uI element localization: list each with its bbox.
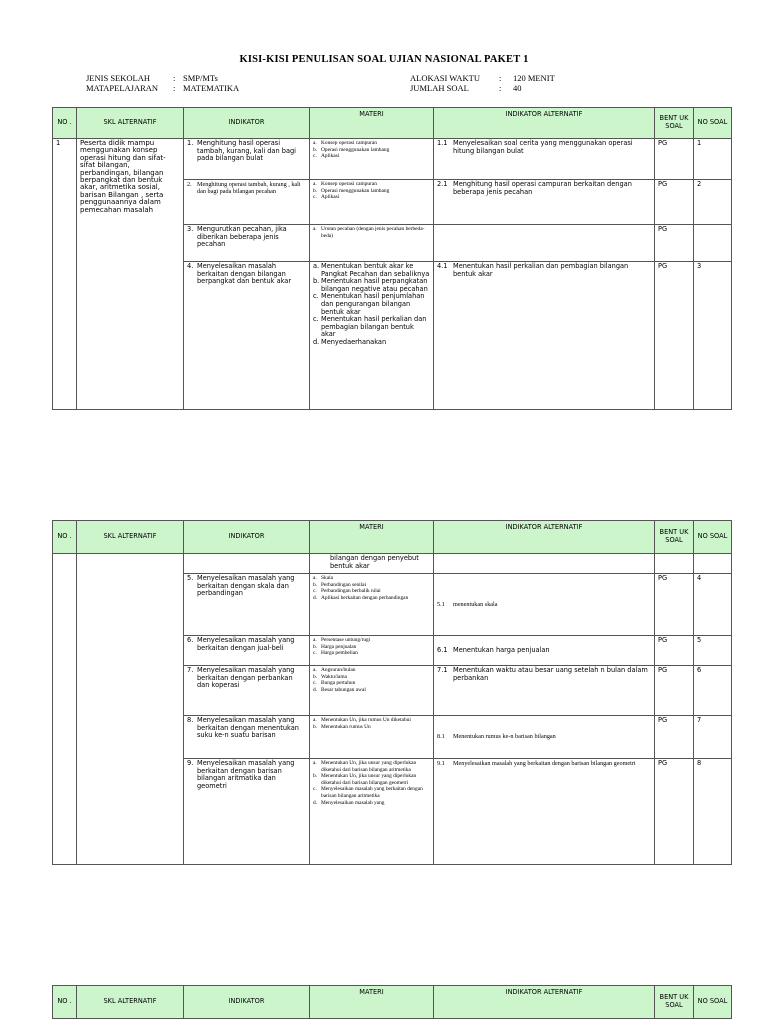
header-no: NO . <box>53 108 77 139</box>
indikator-text: Menghitung hasil operasi tambah, kurang, kali dan bagi pada bilangan bulat <box>197 139 296 163</box>
no-soal-cell: 4 <box>694 574 732 636</box>
header-indikator-alternatif: INDIKATOR ALTERNATIF <box>434 108 655 139</box>
skl-text <box>77 554 184 865</box>
materi-item: a. Menentukan Un, jika rumus Un diketahui <box>313 717 411 723</box>
indikator-cell: 3. Mengurutkan pecahan, jika diberikan beberapa jenis pecahan <box>184 225 310 262</box>
materi-item: b. Waktu/lama <box>313 673 347 680</box>
materi-continued: bilangan dengan penyebut bentuk akar <box>310 554 434 574</box>
materi-item: b. Menentukan Un, jika unsur yang diperlukan diketahui dari barisan bilangan geometri <box>313 773 417 786</box>
materi-item: b. Menentukan rumus Un <box>313 723 371 730</box>
materi-item: c. Bunga pertahun <box>313 680 356 687</box>
materi-item: d. Menyedaerhanakan <box>313 337 387 346</box>
materi-item: b. Operasi menggunakan lambang <box>313 146 390 153</box>
header-materi: MATERI <box>310 986 434 1019</box>
no-soal-cell <box>694 554 732 574</box>
materi-item: a. Persentase untung/rugi <box>313 637 371 643</box>
header-indikator: INDIKATOR <box>184 986 310 1019</box>
bentuk-soal-cell <box>655 554 694 574</box>
no-soal-cell: 6 <box>694 666 732 716</box>
header-bentuk-soal: BENT UK SOAL <box>655 521 694 554</box>
materi-item: d. Aplikasi berkaitan dengan perbandingan <box>313 594 409 601</box>
materi-cell <box>310 139 434 180</box>
indikator-cell: 6. Menyelesaikan masalah yang berkaitan dengan jual-beli <box>184 636 310 666</box>
indikator-alternatif-cell: 9.1 Menyelesaikan masalah yang berkaitan dengan barisan bilangan geometri <box>434 759 655 865</box>
bentuk-soal-cell: PG <box>655 139 694 180</box>
indikator-alternatif-cell <box>434 554 655 574</box>
bentuk-soal-cell: PG <box>655 666 694 716</box>
info-value: 120 MENIT <box>513 73 555 83</box>
indikator-cell: 7. Menyelesaikan masalah yang berkaitan dengan perbankan dan koperasi <box>184 666 310 716</box>
bentuk-soal-cell: PG <box>655 225 694 262</box>
kisi-table-2 <box>52 520 732 865</box>
header-indikator: INDIKATOR <box>184 108 310 139</box>
info-sep: : <box>173 83 176 93</box>
info-label: ALOKASI WAKTU <box>410 73 480 83</box>
indikator-alternatif-cell: 1.1 Menyelesaikan soal cerita yang menggunakan operasi hitung bilangan bulat <box>434 139 655 180</box>
header-no-soal: NO SOAL <box>694 986 732 1019</box>
header-skl: SKL ALTERNATIF <box>77 108 184 139</box>
materi-cell <box>310 716 434 759</box>
materi-cell <box>310 180 434 225</box>
indikator-num: 1. <box>187 139 194 147</box>
materi-item: a. Urutan pecahan (dengan jenis pecahan berbeda-beda) <box>313 226 425 239</box>
materi-item: c. Perbandingan berbalik nilai <box>313 588 381 595</box>
header-skl: SKL ALTERNATIF <box>77 986 184 1019</box>
info-value: 40 <box>513 83 522 93</box>
header-no-soal: NO SOAL <box>694 108 732 139</box>
info-label: JENIS SEKOLAH <box>86 73 150 83</box>
bentuk-soal-cell: PG <box>655 716 694 759</box>
header-indikator-alternatif: INDIKATOR ALTERNATIF <box>434 986 655 1019</box>
materi-item: b. Operasi menggunakan lambang <box>313 187 390 194</box>
header-no: NO . <box>53 986 77 1019</box>
info-value: SMP/MTs <box>183 73 218 83</box>
materi-cell <box>310 574 434 636</box>
indikator-cell: 9. Menyelesaikan masalah yang berkaitan dengan barisan bilangan aritmatika dan geometri <box>184 759 310 865</box>
indikator-cell: 5. Menyelesaikan masalah yang berkaitan dengan skala dan perbandingan <box>184 574 310 636</box>
materi-item: c. Menentukan hasil perkalian dan pembagian bilangan bentuk akar <box>313 315 427 339</box>
materi-item: b. Perbandingan senilai <box>313 581 367 588</box>
materi-item: a. Skala <box>313 575 333 581</box>
materi-item: a. Konsep operasi campuran <box>313 181 377 187</box>
kisi-table-3 <box>52 985 732 1019</box>
materi-item: a. Menentukan bentuk akar ke Pangkat Pecahan dan sebaliknya <box>313 262 430 278</box>
indikator-alternatif-cell: 2.1 Menghitung hasil operasi campuran berkaitan dengan beberapa jenis pecahan <box>434 180 655 225</box>
materi-item: c. Aplikasi <box>313 194 340 201</box>
skl-text: Peserta didik mampu menggunakan konsep operasi hitung dan sifat-sifat bilangan, perbandingan, bilangan berpangkat dan bentuk akar, aritmetika sosial, barisan Bilangan , serta penggunaannya dalam pemecahan masalah <box>77 139 184 410</box>
no-soal-cell: 3 <box>694 262 732 410</box>
materi-cell <box>310 759 434 865</box>
header-no: NO . <box>53 521 77 554</box>
bentuk-soal-cell: PG <box>655 574 694 636</box>
materi-item: b. Menentukan hasil perpangkatan bilangan negative atau pecahan <box>313 277 428 293</box>
header-indikator-alternatif: INDIKATOR ALTERNATIF <box>434 521 655 554</box>
materi-item: c. Menentukan hasil penjumlahan dan pengurangan bilangan bentuk akar <box>313 292 425 316</box>
indikator-alternatif-cell: 8.1 Menentukan rumus ke-n barisan bilangan <box>434 716 655 759</box>
info-sep: : <box>499 73 502 83</box>
info-label: MATAPELAJARAN <box>86 83 159 93</box>
header-materi: MATERI <box>310 108 434 139</box>
info-value: MATEMATIKA <box>183 83 240 93</box>
bentuk-soal-cell: PG <box>655 262 694 410</box>
header-skl: SKL ALTERNATIF <box>77 521 184 554</box>
no-soal-cell: 1 <box>694 139 732 180</box>
bentuk-soal-cell: PG <box>655 180 694 225</box>
materi-item: c. Aplikasi <box>313 153 340 160</box>
indikator-alternatif-cell: 7.1 Menentukan waktu atau besar uang setelah n bulan dalam perbankan <box>434 666 655 716</box>
materi-cell <box>310 225 434 262</box>
info-right <box>410 73 555 93</box>
materi-item: a. Konsep operasi campuran <box>313 140 377 146</box>
materi-item: d. Besar tabungan awal <box>313 686 366 693</box>
info-sep: : <box>173 73 176 83</box>
materi-cell <box>310 262 434 410</box>
indikator-cell: 2. Menghitung operasi tambah, kurang , kali dan bagi pada bilangan pecahan <box>184 180 310 225</box>
materi-item: a. Angsuran/bulan <box>313 667 356 673</box>
materi-cell <box>310 636 434 666</box>
bentuk-soal-cell: PG <box>655 759 694 865</box>
materi-cell <box>310 666 434 716</box>
header-bentuk-soal: BENT UK SOAL <box>655 108 694 139</box>
no-soal-cell: 8 <box>694 759 732 865</box>
no-soal-cell <box>694 225 732 262</box>
no-soal-cell: 2 <box>694 180 732 225</box>
indikator-alternatif-cell: 4.1 Menentukan hasil perkalian dan pembagian bilangan bentuk akar <box>434 262 655 410</box>
indikator-cell <box>184 554 310 574</box>
header-indikator: INDIKATOR <box>184 521 310 554</box>
table-row <box>53 554 732 574</box>
indikator-alternatif-cell: 6.1 Menentukan harga penjualan <box>434 636 655 666</box>
header-row <box>53 986 732 1019</box>
document-title: KISI-KISI PENULISAN SOAL UJIAN NASIONAL PAKET 1 <box>239 54 529 65</box>
info-sep: : <box>499 83 502 93</box>
no-soal-cell: 5 <box>694 636 732 666</box>
materi-item: b. Harga penjualan <box>313 643 357 650</box>
indikator-alternatif-cell <box>434 225 655 262</box>
header-row <box>53 521 732 554</box>
table-row <box>53 139 732 180</box>
header-row <box>53 108 732 139</box>
row-no <box>53 554 77 865</box>
indikator-cell: 8. Menyelesaikan masalah yang berkaitan dengan menentukan suku ke-n suatu barisan <box>184 716 310 759</box>
info-left <box>86 73 239 93</box>
header-no-soal: NO SOAL <box>694 521 732 554</box>
header-bentuk-soal: BENT UK SOAL <box>655 986 694 1019</box>
row-no: 1 <box>53 139 77 410</box>
no-soal-cell: 7 <box>694 716 732 759</box>
indikator-alternatif-cell: 5.1 menentukan skala <box>434 574 655 636</box>
header-materi: MATERI <box>310 521 434 554</box>
bentuk-soal-cell: PG <box>655 636 694 666</box>
materi-item: c. Menyelesaikan masalah yang berkaitan dengan barisan bilangan aritmetika <box>313 786 423 799</box>
materi-item: c. Harga pembelian <box>313 650 358 657</box>
kisi-table-1 <box>52 107 732 410</box>
indikator-cell: 4. Menyelesaikan masalah berkaitan dengan bilangan berpangkat dan bentuk akar <box>184 262 310 410</box>
materi-item: a. Menentukan Un, jika unsur yang diperlukan diketahui dari barisan bilangan aritmetika <box>313 760 417 773</box>
info-label: JUMLAH SOAL <box>410 83 469 93</box>
materi-item: d. Menyelesaikan masalah yang <box>313 799 385 806</box>
indikator-cell <box>184 139 310 180</box>
